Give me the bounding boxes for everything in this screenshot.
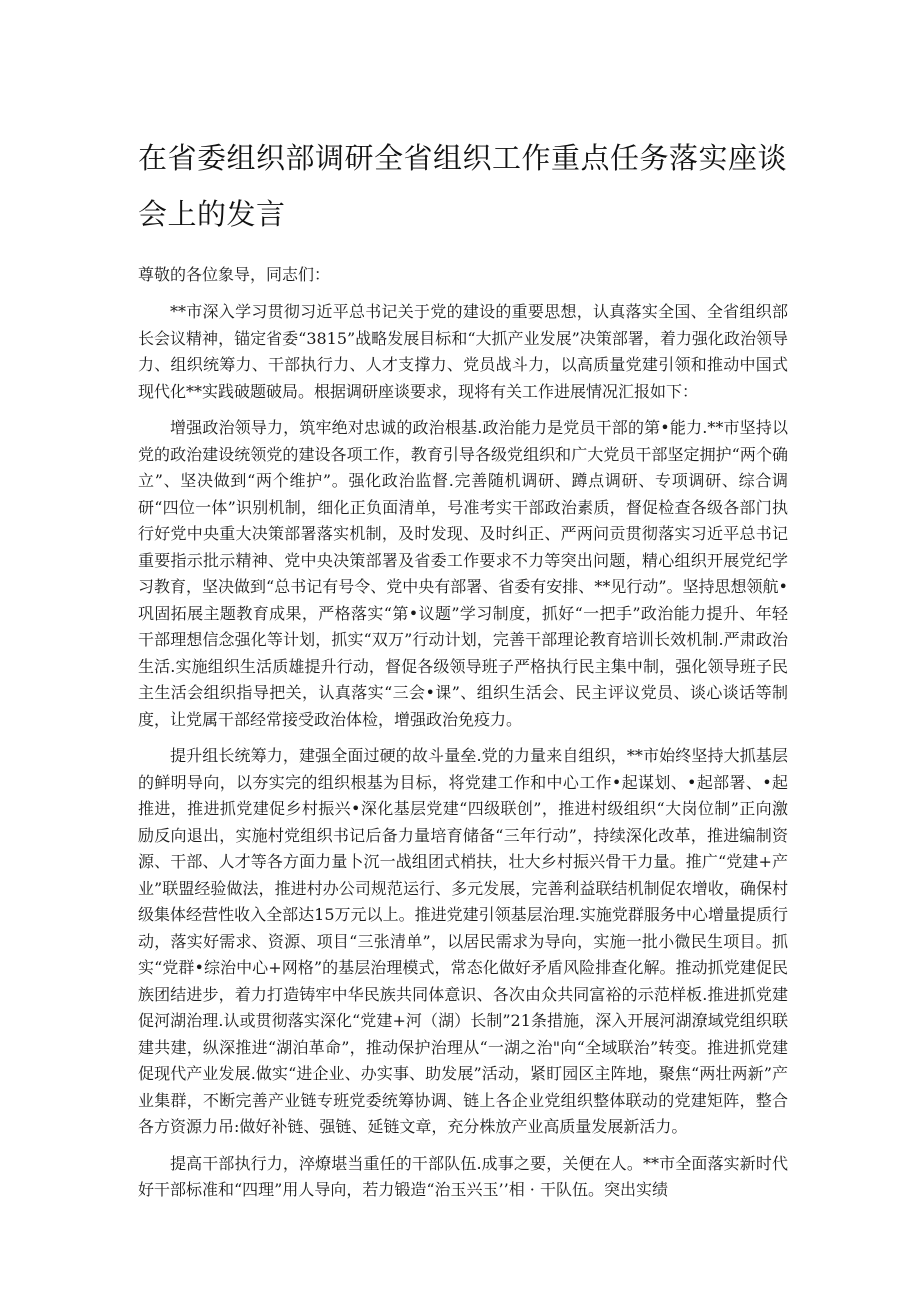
paragraph-body: 政治能力是党员干部的第•能力.**市坚持以党的政治建设统领党的建设各项工作，教育引导各级党组织和广大党员干部坚定拥护“两个确立”、坚决做到“两个维护”。强化政治监督.完善随机调研、蹲点调研、专项调研、综合调研“四位一体”识别机制，细化正负面清单，号准考实干部政治素质，督促检查各级各部门执行好党中央重大决策部署落实机制，及时发现、及时纠正、严两问贡贯彻落实习近平总书记重要指示批示精神、党中央决策部署及省委工作要求不力等突出问题，精心组织开展党纪学习教育，坚决做到“总书记有号令、党中央有部署、省委有安排、**见行动”。坚持思想领航•巩固拓展主题教育成果，严格落实“第•议题”学习制度，抓好“一把手”政治能力提升、年轻干部理想信念强化等计划，抓实“双万”行动计划，完善干部理论教育培训长效机制.严肃政治生活.实施组织生活质雄提升行动，督促各级领导班子严格执行民主集中制，强化领导班子民主生活会组织指导把关，认真落实“三会•课”、组织生活会、民主评议党员、谈心谈话等制度，让党属干部经常接受政治体检，增强政治免疫力。 xyxy=(138,418,788,729)
paragraph-body: 党的力量来自组织，**市始终坚持大抓基层的鲜明导向，以夯实完的组织根基为目标，将党建工作和中心工作•起谋划、•起部署、•起推进，推进抓党建促乡村振兴•深化基层党建“四级联创”，推进村级组织“大岗位制”正向激励反向退出，实施村党组织书记后备力量培育储备“三年行动”，持续深化改革，推进编制资源、干部、人才等各方面力量卜沉一战组团式梢扶，壮大乡村振兴骨干力量。推广“党建+产业”联盟经验做法，推进村办公司规范运行、多元发展，完善利益联结机制促农增收，确保村级集体经营性收入全部达15万元以上。推进党建引领基层治理.实施党群服务中心增量提质行动，落实好需求、资源、项目“三张清单”，以居民需求为导向，实施一批小微民生项目。抓实“党群•综治中心+网格”的基层治理模式，常态化做好矛盾风险排查化解。推动抓党建促民族团结进步，着力打造铸牢中华民族共同体意识、各次由众共同富裕的示范样板.推进抓党建促河湖治理.认或贯彻落实深化“党建+河（湖）长制”21条措施，深入开展河湖潦域党组织联建共建，纵深推进“湖泊革命”，推动保护治理从“一湖之治"向“全域联治”转变。推进抓党建促现代产业发展.做实“进企业、办实事、助发展”活动，紧盯园区主阵地，聚焦“两壮两新”产业集群，不断完善产业链专班党委统筹协调、链上各企业党组织整体联动的党建矩阵，整合各方资源力吊:做好补链、强链、延链文章，充分株放产业高质量发展新活力。 xyxy=(138,746,788,1136)
document-title: 在省委组织部调研全省组织工作重点任务落实座谈会上的发言 xyxy=(138,141,788,231)
paragraph-political-leadership xyxy=(138,415,788,733)
paragraph-cadre-execution xyxy=(138,1151,788,1204)
paragraph-organization xyxy=(138,743,788,1141)
paragraph-intro xyxy=(138,299,788,405)
document-page xyxy=(138,130,788,1214)
paragraph-body: **市深入学习贯彻习近平总书记关于党的建设的重要思想，认真落实全国、全省组织部长会议精神，锚定省委“3815”战略发展目标和“大抓产业发展”决策部署，着力强化政治领导力、组织统筹力、干部执行力、人才支撑力、党员战斗力，以高质量党建引领和推动中国式现代化**实践破题破局。根据调研座谈要求，现将有关工作进展情况汇报如下： xyxy=(138,302,788,401)
paragraph-lead: 提升组长统筹力，建强全面过硬的故斗量垒. xyxy=(170,746,482,765)
paragraph-lead: 增强政治领导力，筑牢绝对忠诚的政治根基. xyxy=(170,418,483,437)
paragraph-lead: 提高干部执行力，淬燎堪当重任的干部队伍. xyxy=(170,1153,482,1173)
salutation: 尊敬的各位象导，同志们： xyxy=(138,265,331,284)
paragraph-body: 成事之要，关便在人。**市全面落实新时代好干部标准和“四理”用人导向，若力锻造“治玉兴玉’’相 · 干队伍。突出实绩 xyxy=(138,1153,788,1199)
